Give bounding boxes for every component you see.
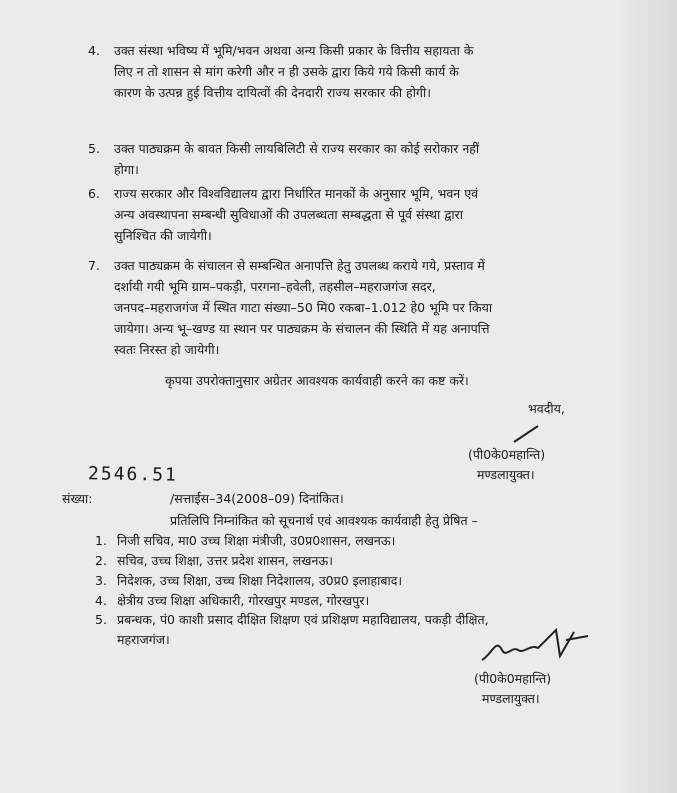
signature-mark-1 bbox=[508, 418, 548, 448]
copy-item-continued bbox=[117, 631, 170, 648]
point-number: 5. bbox=[88, 141, 100, 156]
point-line: सुनिश्चित की जायेगी। bbox=[114, 228, 212, 243]
point-line: राज्य सरकार और विश्वविद्यालय द्वारा निर्धारित मानकों के अनुसार भूमि, भवन एवं bbox=[114, 186, 479, 201]
point-line: लिए न तो शासन से मांग करेगी और न ही उसके द्वारा किये गये किसी कार्य के bbox=[114, 64, 459, 79]
handwritten-number: 2546.51 bbox=[87, 463, 179, 486]
point-6 bbox=[88, 183, 648, 249]
copy-item bbox=[95, 572, 402, 589]
point-5 bbox=[88, 138, 648, 182]
signature-2 bbox=[478, 620, 598, 670]
point-text bbox=[114, 183, 648, 246]
copy-item bbox=[95, 552, 333, 569]
copy-number: 5. bbox=[95, 612, 107, 627]
point-text bbox=[114, 255, 648, 360]
point-line: उक्त पाठ्यक्रम के संचालन से सम्बन्धित अनापत्ति हेतु उपलब्ध कराये गये, प्रस्ताव में bbox=[114, 258, 485, 273]
copy-text: क्षेत्रीय उच्च शिक्षा अधिकारी, गोरखपुर मण्डल, गोरखपुर। bbox=[117, 593, 370, 608]
ref-number: /सत्ताईस–34(2008–09) दिनांकित। bbox=[170, 491, 344, 506]
point-line: स्वतः निरस्त हो जायेगी। bbox=[114, 342, 220, 357]
copy-text: निजी सचिव, मा0 उच्च शिक्षा मंत्रीजी, उ0प्र0शासन, लखनऊ। bbox=[117, 533, 396, 548]
copy-number: 3. bbox=[95, 573, 107, 588]
point-line: अन्य अवस्थापना सम्बन्धी सुविधाओं की उपलब्धता सम्बद्धता से पूर्व संस्था द्वारा bbox=[114, 207, 464, 222]
point-line: होगा। bbox=[114, 162, 139, 177]
point-number: 6. bbox=[88, 186, 100, 201]
closing: भवदीय, bbox=[528, 401, 565, 416]
point-line: कारण के उत्पन्न हुई वित्तीय दायित्वों की देनदारी राज्य सरकार की होगी। bbox=[114, 85, 431, 100]
copy-item bbox=[95, 611, 489, 628]
copy-item bbox=[95, 532, 395, 549]
copy-number: 4. bbox=[95, 593, 107, 608]
copy-item bbox=[95, 592, 369, 609]
signatory-title-2: मण्डलायुक्त। bbox=[482, 691, 540, 706]
point-line: दर्शायी गयी भूमि ग्राम–पकड़ी, परगना–हवेली, तहसील–महराजगंज सदर, bbox=[114, 279, 436, 294]
copy-text: प्रबन्धक, पं0 काशी प्रसाद दीक्षित शिक्षण एवं प्रशिक्षण महाविद्यालय, पकड़ी दीक्षित, bbox=[117, 612, 489, 627]
point-line: जायेगा। अन्य भू–खण्ड या स्थान पर पाठ्यक्रम के संचालन की स्थिति में यह अनापत्ति bbox=[114, 321, 490, 336]
copy-text: निदेशक, उच्च शिक्षा, उच्च शिक्षा निदेशालय, उ0प्र0 इलाहाबाद। bbox=[117, 573, 403, 588]
point-line: उक्त पाठ्यक्रम के बावत किसी लायबिलिटी से राज्य सरकार का कोई सरोकार नहीं bbox=[114, 141, 480, 156]
point-number: 7. bbox=[88, 258, 100, 273]
copy-text: सचिव, उच्च शिक्षा, उत्तर प्रदेश शासन, लखनऊ। bbox=[117, 553, 333, 568]
copy-text: महराजगंज। bbox=[117, 632, 170, 647]
copy-intro: प्रतिलिपि निम्नांकित को सूचनार्थ एवं आवश्यक कार्यवाही हेतु प्रेषित – bbox=[170, 513, 478, 528]
point-text bbox=[114, 40, 648, 103]
copy-number: 1. bbox=[95, 533, 107, 548]
point-text bbox=[114, 138, 648, 180]
point-7 bbox=[88, 255, 648, 365]
scan-shadow bbox=[617, 0, 677, 793]
signatory-name-2: (पी0के0महान्ति) bbox=[474, 671, 552, 686]
point-4 bbox=[88, 40, 648, 106]
request-text: कृपया उपरोक्तानुसार अग्रेतर आवश्यक कार्यवाही करने का कष्ट करें। bbox=[165, 373, 469, 388]
point-number: 4. bbox=[88, 43, 100, 58]
signatory-title-1: मण्डलायुक्त। bbox=[477, 467, 535, 482]
point-line: उक्त संस्था भविष्य में भूमि/भवन अथवा अन्य किसी प्रकार के वित्तीय सहायता के bbox=[114, 43, 474, 58]
ref-label: संख्या: bbox=[62, 491, 93, 506]
point-line: जनपद–महराजगंज में स्थित गाटा संख्या–50 मि0 रकबा–1.012 हे0 भूमि पर किया bbox=[114, 300, 493, 315]
copy-number: 2. bbox=[95, 553, 107, 568]
signatory-name-1: (पी0के0महान्ति) bbox=[468, 447, 546, 462]
